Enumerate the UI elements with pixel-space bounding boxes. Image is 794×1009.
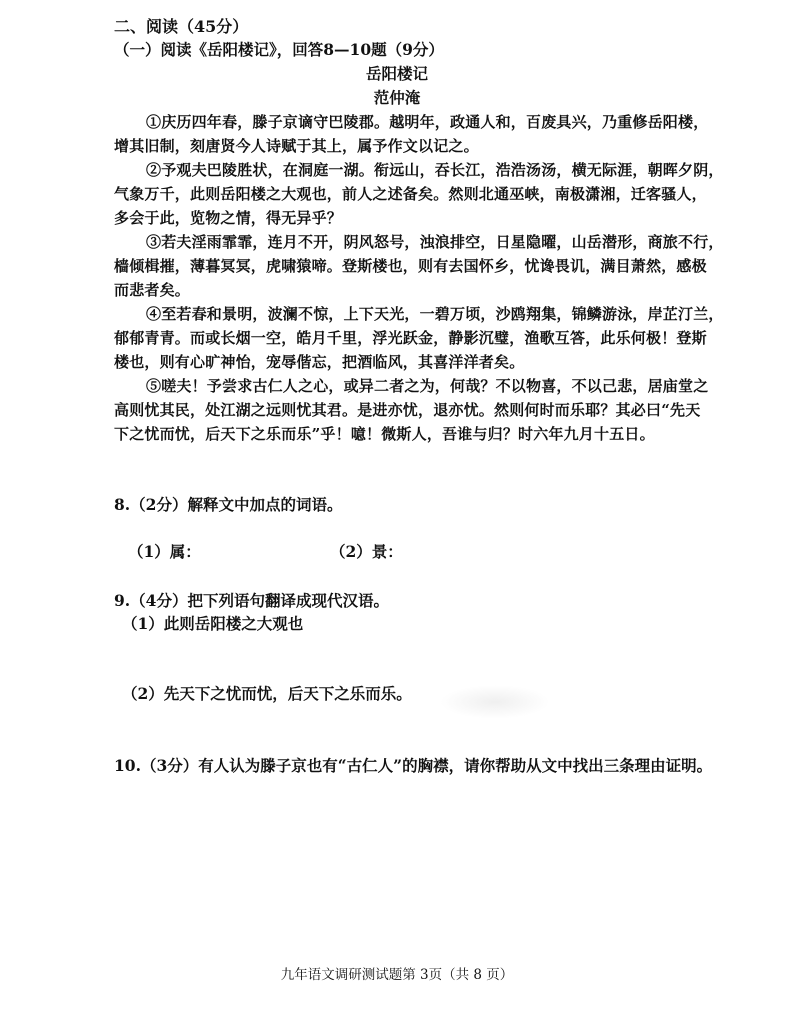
essay-line-4: 气象万千，此则岳阳楼之大观也，前人之述备矣。然则北通巫峡，南极潇湘，迁客骚人， [114,185,707,203]
scan-smudge [440,685,550,719]
page-footer: 九年语文调研测试题第 3页（共 8 页） [280,967,514,983]
essay-line-9: ④至若春和景明，波澜不惊，上下天光，一碧万顷，沙鸥翔集，锦鳞游泳，岸芷汀兰， [146,305,724,323]
essay-line-1: ①庆历四年春，滕子京谪守巴陵郡。越明年，政通人和，百废具兴，乃重修岳阳楼， [146,113,709,131]
question-9-item-1: （1）此则岳阳楼之大观也 [122,614,304,633]
essay-line-7: 樯倾楫摧，薄暮冥冥，虎啸猿啼。登斯楼也，则有去国怀乡，忧谗畏讥，满目萧然，感极 [114,257,707,275]
essay-line-11: 楼也，则有心旷神怡，宠辱偕忘，把酒临风，其喜洋洋者矣。 [114,353,525,371]
question-9: 9.（4分）把下列语句翻译成现代汉语。 [114,591,389,610]
question-9-item-2: （2）先天下之忧而忧，后天下之乐而乐。 [122,684,412,703]
essay-line-10: 郁郁青青。而或长烟一空，皓月千里，浮光跃金，静影沉璧，渔歌互答，此乐何极！登斯 [114,329,707,347]
essay-line-5: 多会于此，览物之情，得无异乎？ [114,209,343,227]
essay-title: 岳阳楼记 [365,64,428,83]
question-10: 10.（3分）有人认为滕子京也有“古仁人”的胸襟，请你帮助从文中找出三条理由证明。 [114,756,713,775]
essay-line-13: 高则忧其民，处江湖之远则忧其君。是进亦忧，退亦忧。然则何时而乐耶？其必曰“先天 [114,401,701,419]
question-8-item-2: （2）景： [330,542,403,561]
question-8-item-1: （1）属： [128,542,201,561]
reading-subtitle: （一）阅读《岳阳楼记》，回答8—10题（9分） [114,40,444,59]
question-8: 8.（2分）解释文中加点的词语。 [114,495,343,514]
essay-line-6: ③若夫淫雨霏霏，连月不开，阴风怒号，浊浪排空，日星隐曜，山岳潜形，商旅不行， [146,233,724,251]
section-title: 二、阅读（45分） [114,17,249,36]
essay-author: 范仲淹 [373,88,421,107]
essay-line-8: 而悲者矣。 [114,281,191,299]
essay-line-12: ⑤嗟夫！予尝求古仁人之心，或异二者之为，何哉？不以物喜，不以己悲，居庙堂之 [146,377,709,395]
essay-line-2: 增其旧制，刻唐贤今人诗赋于其上，属予作文以记之。 [114,137,479,155]
essay-line-3: ②予观夫巴陵胜状，在洞庭一湖。衔远山，吞长江，浩浩汤汤，横无际涯，朝晖夕阴， [146,161,724,179]
essay-line-14: 下之忧而忧，后天下之乐而乐”乎！噫！微斯人，吾谁与归？时六年九月十五日。 [114,425,655,443]
